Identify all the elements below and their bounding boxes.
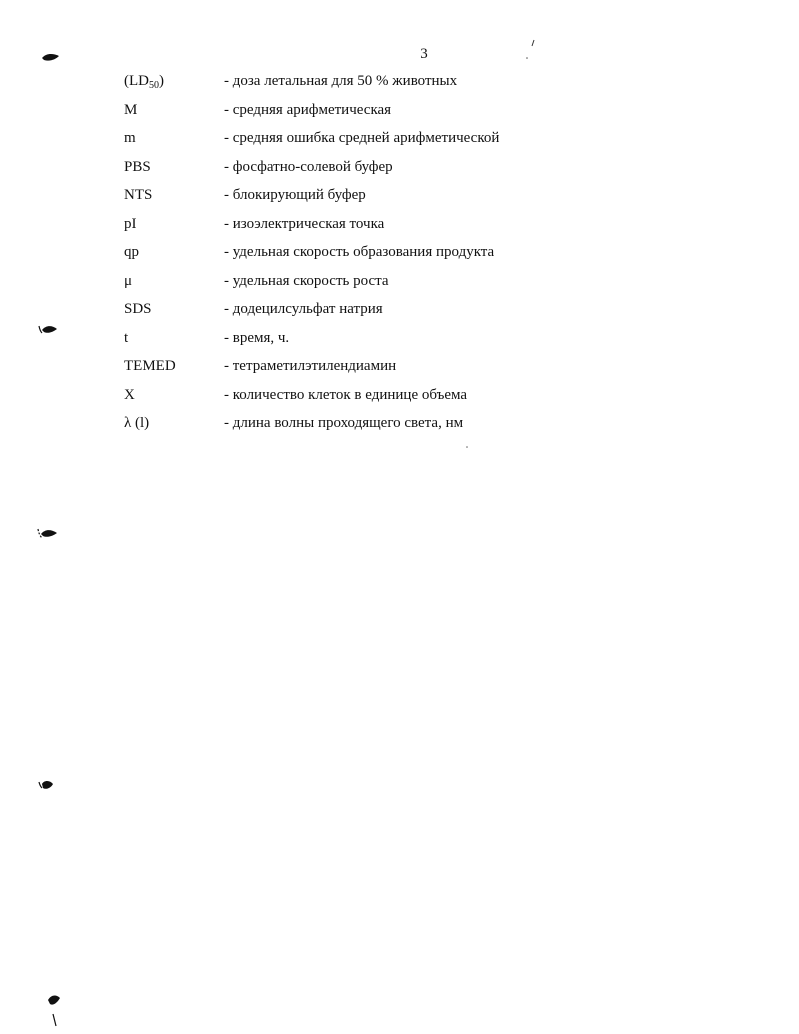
abbreviation-term: PBS [124, 158, 151, 175]
page-number: 3 [420, 46, 428, 62]
abbreviation-definition: - количество клеток в единице объема [224, 386, 468, 403]
binder-hole-mark-icon [44, 990, 64, 1030]
abbreviation-term: pI [124, 215, 137, 232]
abbreviation-definition: - доза летальная для 50 % животных [224, 73, 458, 89]
abbreviation-term [124, 70, 164, 97]
abbreviation-definition: - фосфатно-солевой буфер [224, 158, 393, 175]
abbreviation-definition: - длина волны проходящего света, нм [224, 415, 464, 431]
scan-speck-icon [524, 38, 536, 64]
abbreviation-term: t [124, 329, 129, 346]
abbreviation-term: M [124, 101, 138, 118]
abbreviation-definition: - изоэлектрическая точка [224, 215, 385, 232]
abbreviation-definition: - тетраметилэтилендиамин [224, 358, 397, 374]
abbreviation-definition: - средняя ошибка средней арифметической [224, 130, 500, 146]
abbreviation-definition: - додецилсульфат натрия [224, 301, 383, 317]
binder-hole-mark-icon [37, 776, 57, 796]
abbreviation-term: λ (l) [124, 415, 150, 431]
abbreviation-term: TEMED [124, 358, 176, 374]
abbreviation-term: μ [124, 272, 133, 289]
abbreviation-definition: - время, ч. [224, 329, 290, 346]
abbreviation-definition: - удельная скорость роста [224, 272, 389, 289]
abbreviation-term: m [124, 130, 136, 146]
abbreviation-term: SDS [124, 301, 152, 317]
abbreviation-definition: - блокирующий буфер [224, 187, 366, 203]
abbreviation-term-subscript: 50 [149, 80, 159, 91]
binder-hole-mark-icon [36, 525, 60, 543]
abbreviation-term: qp [124, 244, 139, 260]
abbreviation-term-main: (LD [124, 73, 149, 89]
abbreviation-definition: - средняя арифметическая [224, 101, 392, 118]
binder-hole-mark-icon [40, 50, 62, 66]
abbreviation-term-tail: ) [159, 73, 164, 89]
abbreviation-term: X [124, 386, 135, 403]
abbreviation-definition: - удельная скорость образования продукта [224, 244, 495, 260]
binder-hole-mark-icon [38, 322, 60, 338]
abbreviation-term: NTS [124, 187, 153, 203]
scan-speck-icon [464, 444, 470, 450]
